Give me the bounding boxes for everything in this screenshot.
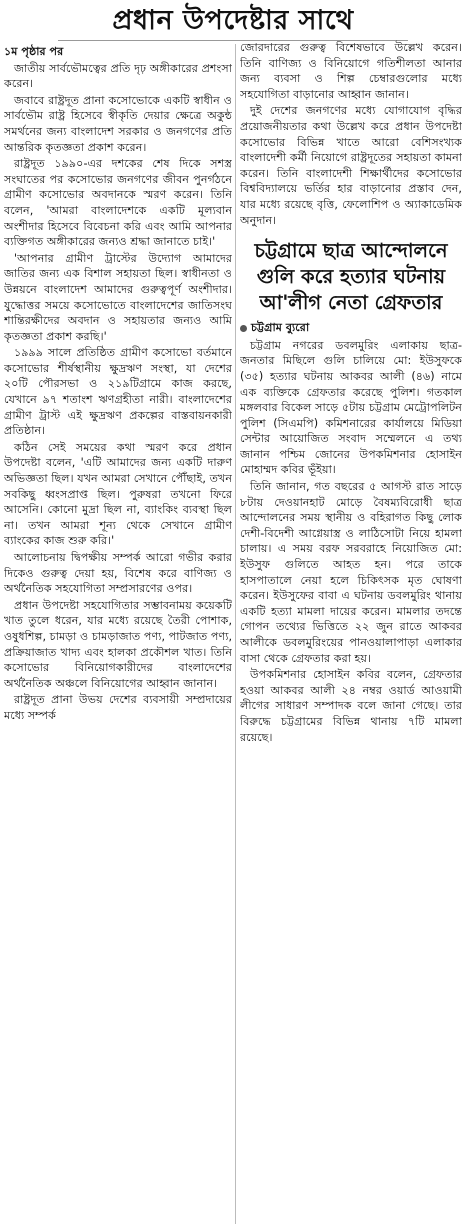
- article-paragraph: চট্টগ্রাম নগরের ডবলমুরিং এলাকায় ছাত্র-জনতার মিছিলে গুলি চালিয়ে মো: ইউসুফকে (৩৫) হত্যার ঘটনায় আকবর আলী (৪৬) নামে এক ব্যক্তিকে গ্রেফতার করেছে পুলিশ। গতকাল মঙ্গলবার বিকেল সাড়ে ৫টায় চট্টগ্রাম মেট্রোপলিটন পুলিশ (সিএমপি) কমিশনারের কার্যালয়ে মিডিয়া সেন্টার আয়োজিত সংবাদ সম্মেলনে এ তথ্য জানান পশ্চিম জোনের উপকমিশনার হোসাইন মোহাম্মদ কবির ভূঁইয়া।: [240, 338, 462, 477]
- byline-text: চট্টগ্রাম ব্যুরো: [251, 321, 310, 335]
- secondary-headline: চট্টগ্রামে ছাত্র আন্দোলনে গুলি করে হত্যার ঘটনায় আ'লীগ নেতা গ্রেফতার: [254, 239, 448, 315]
- article-paragraph: জবাবে রাষ্ট্রদূত প্রানা কসোভোকে একটি স্বাধীন ও সার্বভৌম রাষ্ট্র হিসেবে স্বীকৃতি দেয়ার ক্ষেত্রে অকুন্ঠ সমর্থনের জন্য বাংলাদেশ সরকার ও জনগণের প্রতি আন্তরিক কৃতজ্ঞতা প্রকাশ করেন।: [4, 93, 232, 154]
- left-column: [4, 40, 232, 1226]
- byline: [240, 320, 462, 336]
- page-headline: প্রধান উপদেষ্টার সাথে: [112, 5, 354, 36]
- right-column: [240, 40, 462, 1226]
- article-paragraph: 'আপনার গ্রামীণ ট্রাস্টের উদ্যোগ আমাদের জাতির জন্য এক বিশাল সহায়তা ছিল। স্বাধীনতা ও উন্নয়নে বাংলাদেশ আমাদের গুরুত্বপূর্ণ অংশীদার। যুদ্ধোত্তর সময়ে কসোভোতে বাংলাদেশের জাতিসংঘ শান্তিরক্ষীদের অবদান ও সহায়তার জন্যও আমি কৃতজ্ঞতা প্রকাশ করছি।': [4, 251, 232, 343]
- article-paragraph: ১৯৯৯ সালে প্রতিষ্ঠিত গ্রামীণ কসোভো বর্তমানে কসোভোর শীর্ষস্থানীয় ক্ষুদ্রঋণ সংস্থা, যা দেশের ২০টি পৌরসভা ও ২১৯টিগ্রামে কাজ করছে, যেখানে ৯৭ শতাংশ ঋণগ্রহীতা নারী। বাংলাদেশের গ্রামীণ ট্রাস্ট এই ক্ষুদ্রঋণ প্রকল্পের বাস্তবায়নকারী প্রতিষ্ঠান।: [4, 346, 232, 438]
- article-paragraph: উপকমিশনার হোসাইন কবির বলেন, গ্রেফতার হওয়া আকবর আলী ২৪ নম্বর ওয়ার্ড আওয়ামী লীগের সাধারণ সম্পাদক বলে জানা গেছে। তার বিরুদ্ধে চট্টগ্রামের বিভিন্ন থানায় ৭টি মামলা রয়েছে।: [240, 668, 462, 744]
- bullet-icon: [240, 325, 247, 332]
- article-paragraph: রাষ্ট্রদূত ১৯৯০-এর দশকের শেষ দিকে সশস্ত্র সংঘাতের পর কসোভোর জনগণের জীবন পুনর্গঠনে গ্রামীণ কসোভোর অবদানকে স্মরণ করেন। তিনি বলেন, 'আমরা বাংলাদেশকে একটি মূল্যবান অংশীদার হিসেবে বিবেচনা করি এবং আমি আপনার ব্যক্তিগত অঙ্গীকারের জন্যও শ্রদ্ধা জানাতে চাই।': [4, 157, 232, 249]
- continued-from-label: ১ম পৃষ্ঠার পর: [4, 45, 64, 58]
- article-paragraph: জাতীয় সার্বভৌমত্বের প্রতি দৃঢ় অঙ্গীকারের প্রশংসা করেন।: [4, 61, 232, 91]
- article-paragraph: প্রধান উপদেষ্টা সহযোগিতার সম্ভাবনাময় কয়েকটি খাত তুলে ধরেন, যার মধ্যে রয়েছে তৈরী পোশাক, ওষুধশিল্প, চামড়া ও চামড়াজাত পণ্য, পাটজাত পণ্য, প্রক্রিয়াজাত খাদ্য এবং হালকা প্রকৌশল খাত। তিনি কসোভোর বিনিয়োগকারীদের বাংলাদেশের অর্থনৈতিক অঞ্চলে বিনিয়োগের আহ্বান জানান।: [4, 598, 232, 690]
- article-paragraph: আলোচনায় দ্বিপক্ষীয় সম্পর্ক আরো গভীর করার দিকেও গুরুত্ব দেয়া হয়, বিশেষ করে বাণিজ্য ও অর্থনৈতিক সহযোগিতা সম্প্রসারণের ওপর।: [4, 551, 232, 596]
- column-divider: [235, 44, 236, 1224]
- article-paragraph: দুই দেশের জনগণের মধ্যে যোগাযোগ বৃদ্ধির প্রয়োজনীয়তার কথা উল্লেখ করে প্রধান উপদেষ্টা কসোভোর বিভিন্ন খাতে আরো বেশিসংখ্যক বাংলাদেশী কর্মী নিয়োগে রাষ্ট্রদূতের সহায়তা কামনা করেন। তিনি বাংলাদেশী শিক্ষার্থীদের কসোভোর বিশ্ববিদ্যালয়ে ভর্তির হার বাড়ানোর প্রস্তাব দেন, যার মধ্যে রয়েছে বৃত্তি, ফেলোশিপ ও অ্যাকাডেমিক অনুদান।: [240, 104, 462, 227]
- article-paragraph: কঠিন সেই সময়ের কথা স্মরণ করে প্রধান উপদেষ্টা বলেন, 'এটি আমাদের জন্য একটি দারুণ অভিজ্ঞতা ছিল। যখন আমরা সেখানে পৌঁছাই, তখন সবকিছু ধ্বংসপ্রাপ্ত ছিল। পুরুষরা তখনো ফিরে আসেনি। কোনো মুদ্রা ছিল না, ব্যাংকিং ব্যবস্থা ছিল না। তখন আমরা শূন্য থেকে সেখানে গ্রামীণ ব্যাংকের কাজ শুরু করি।': [4, 440, 232, 548]
- article-paragraph: জোরদারের গুরুত্ব বিশেষভাবে উল্লেখ করেন। তিনি বাণিজ্য ও বিনিয়োগে গতিশীলতা আনার জন্য ব্যবসা ও শিল্প চেম্বারগুলোর মধ্যে সহযোগিতা বাড়ানোর আহ্বান জানান।: [240, 41, 462, 101]
- article-paragraph: রাষ্ট্রদূত প্রানা উভয় দেশের ব্যবসায়ী সম্প্রদায়ের মধ্যে সম্পর্ক: [4, 693, 232, 722]
- article-paragraph: তিনি জানান, গত বছরের ৫ আগস্ট রাত সাড়ে ৮টায় দেওয়ানহাট মোড়ে বৈষম্যবিরোধী ছাত্র আন্দোলনের সময় স্থানীয় ও বহিরাগত কিছু লোক দেশী-বিদেশী আগ্নেয়াস্ত্র ও লাঠিসোটা নিয়ে হামলা চালায়। এ সময় বরফ সরবরাহে নিয়োজিত মো: ইউসুফ গুলিতে আহত হন। পরে তাকে হাসপাতালে নেয়া হলে চিকিৎসক মৃত ঘোষণা করেন। ইউসুফের বাবা এ ঘটনায় ডবলমুরিং থানায় একটি হত্যা মামলা দায়ের করেন। মামলার তদন্তে গোপন তথ্যের ভিত্তিতে ২২ জুন রাতে আকবর আলীকে ডবলমুরিংয়ের পানওয়ালাপাড়া এলাকার বাসা থেকে গ্রেফতার করা হয়।: [240, 480, 462, 665]
